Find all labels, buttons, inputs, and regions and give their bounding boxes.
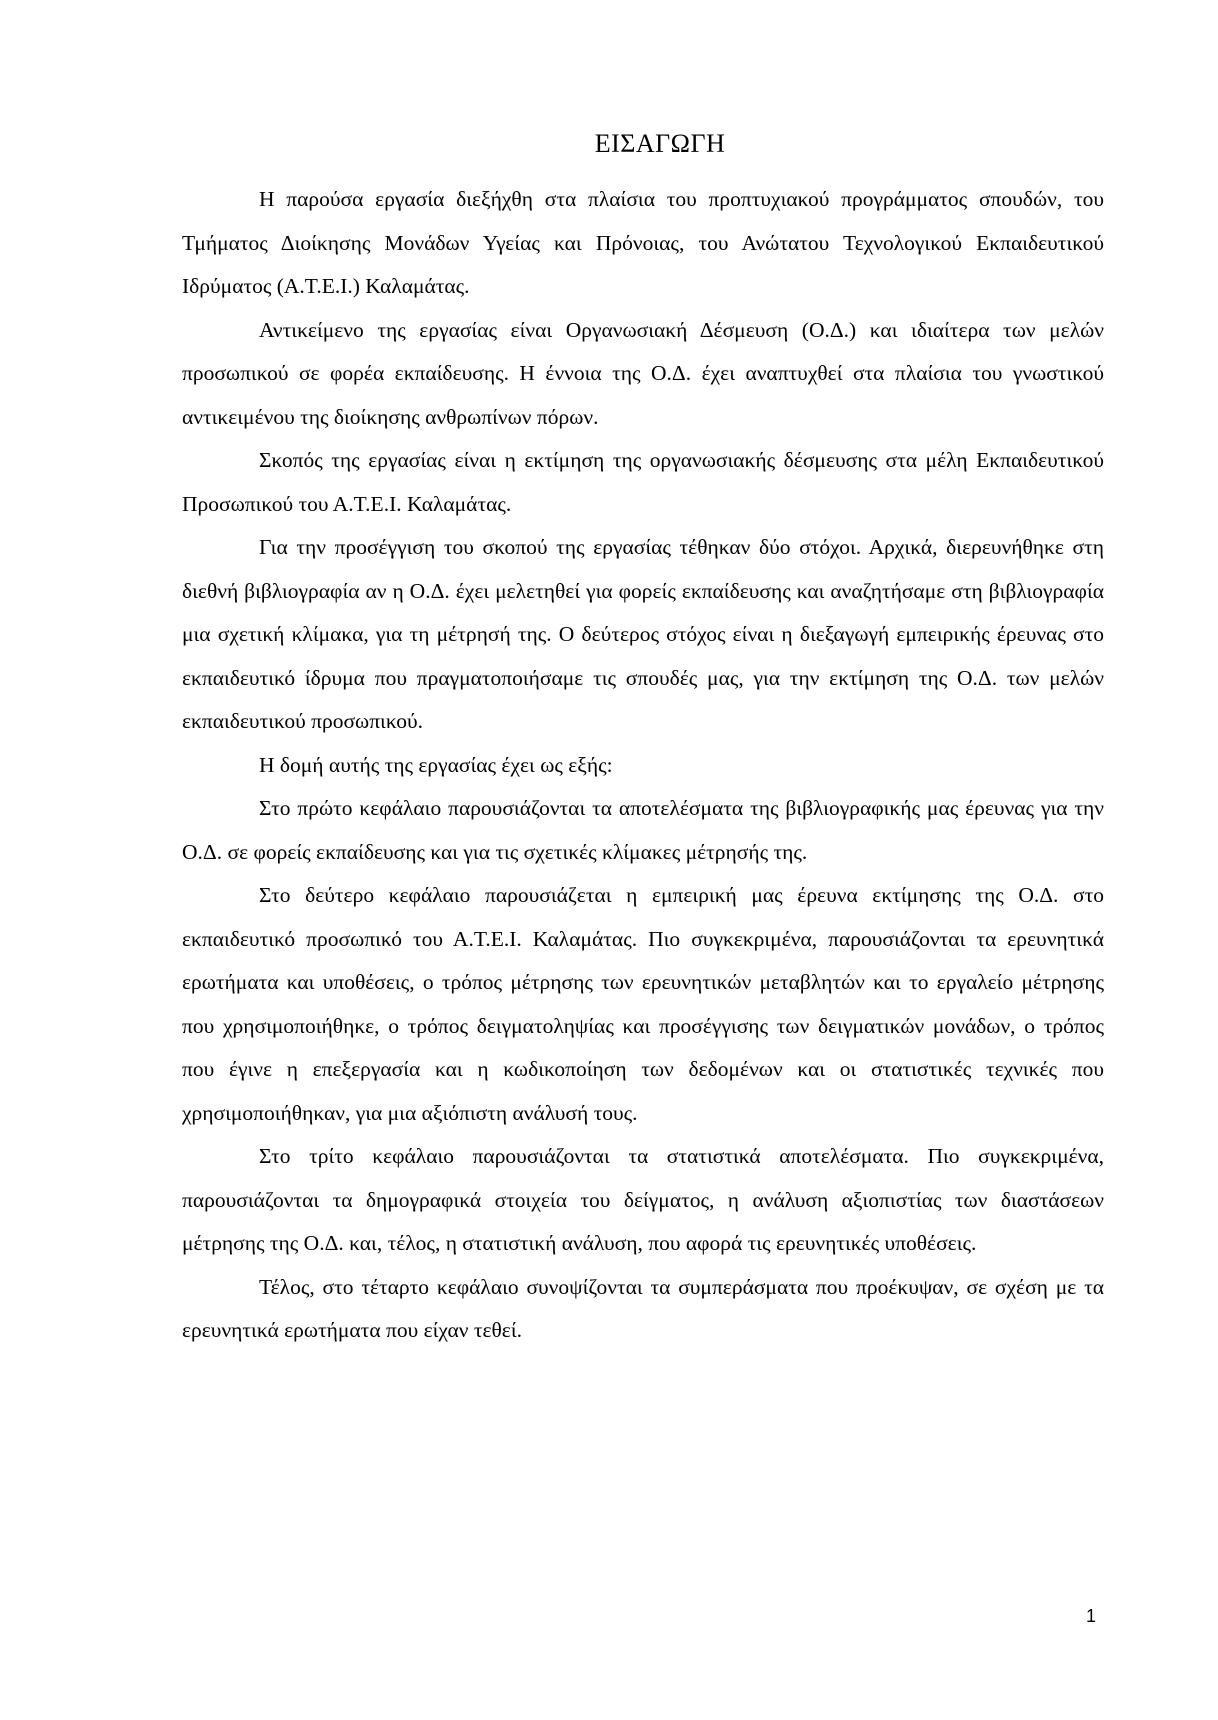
page-content [182,122,1104,1353]
paragraph-intro: Η παρούσα εργασία διεξήχθη στα πλαίσια του προπτυχιακού προγράμματος σπουδών, του Τμήματος Διοίκησης Μονάδων Υγείας και Πρόνοιας, του Ανώτατου Τεχνολογικού Εκπαιδευτικού Ιδρύματος (Α.Τ.Ε.Ι.) Καλαμάτας. [182,187,1104,298]
paragraph-chapter-one: Στο πρώτο κεφάλαιο παρουσιάζονται τα αποτελέσματα της βιβλιογραφικής μας έρευνας για την Ο.Δ. σε φορείς εκπαίδευσης και για τις σχετικές κλίμακες μέτρησής της. [182,796,1104,864]
paragraph-objectives: Για την προσέγγιση του σκοπού της εργασίας τέθηκαν δύο στόχοι. Αρχικά, διερευνήθηκε στη διεθνή βιβλιογραφία αν η Ο.Δ. έχει μελετηθεί για φορείς εκπαίδευσης και αναζητήσαμε στη βιβλιογραφία μια σχετική κλίμακα, για τη μέτρησή της. Ο δεύτερος στόχος είναι η διεξαγωγή εμπειρικής έρευνας στο εκπαιδευτικό ίδρυμα που πραγματοποιήσαμε τις σπουδές μας, για την εκτίμηση της Ο.Δ. των μελών εκπαιδευτικού προσωπικού. [182,535,1104,733]
paragraph-chapter-two: Στο δεύτερο κεφάλαιο παρουσιάζεται η εμπειρική μας έρευνα εκτίμησης της Ο.Δ. στο εκπαιδευτικό προσωπικό του Α.Τ.Ε.Ι. Καλαμάτας. Πιο συγκεκριμένα, παρουσιάζονται τα ερευνητικά ερωτήματα και υποθέσεις, ο τρόπος μέτρησης των ερευνητικών μεταβλητών και το εργαλείο μέτρησης που χρησιμοποιήθηκε, ο τρόπος δειγματοληψίας και προσέγγισης των δειγματικών μονάδων, ο τρόπος που έγινε η επεξεργασία και η κωδικοποίηση των δεδομένων και οι στατιστικές τεχνικές που χρησιμοποιήθηκαν, για μια αξιόπιστη ανάλυσή τους. [182,883,1104,1125]
page-number: 1 [1086,1606,1097,1626]
paragraph-structure: Η δομή αυτής της εργασίας έχει ως εξής: [259,752,613,777]
paragraph-purpose: Σκοπός της εργασίας είναι η εκτίμηση της οργανωσιακής δέσμευσης στα μέλη Εκπαιδευτικού Προσωπικού του Α.Τ.Ε.Ι. Καλαμάτας. [182,448,1104,516]
paragraph-chapter-four: Τέλος, στο τέταρτο κεφάλαιο συνοψίζονται τα συμπεράσματα που προέκυψαν, σε σχέση με τα ερευνητικά ερωτήματα που είχαν τεθεί. [182,1274,1104,1342]
paragraph-chapter-three: Στο τρίτο κεφάλαιο παρουσιάζονται τα στατιστικά αποτελέσματα. Πιο συγκεκριμένα, παρουσιάζονται τα δημογραφικά στοιχεία του δείγματος, η ανάλυση αξιοπιστίας των διαστάσεων μέτρησης της Ο.Δ. και, τέλος, η στατιστική ανάλυση, που αφορά τις ερευνητικές υποθέσεις. [182,1144,1104,1255]
page-title: ΕΙΣΑΓΩΓΗ [594,129,726,158]
paragraph-subject: Αντικείμενο της εργασίας είναι Οργανωσιακή Δέσμευση (Ο.Δ.) και ιδιαίτερα των μελών προσωπικού σε φορέα εκπαίδευσης. Η έννοια της Ο.Δ. έχει αναπτυχθεί στα πλαίσια του γνωστικού αντικειμένου της διοίκησης ανθρωπίνων πόρων. [182,317,1104,429]
